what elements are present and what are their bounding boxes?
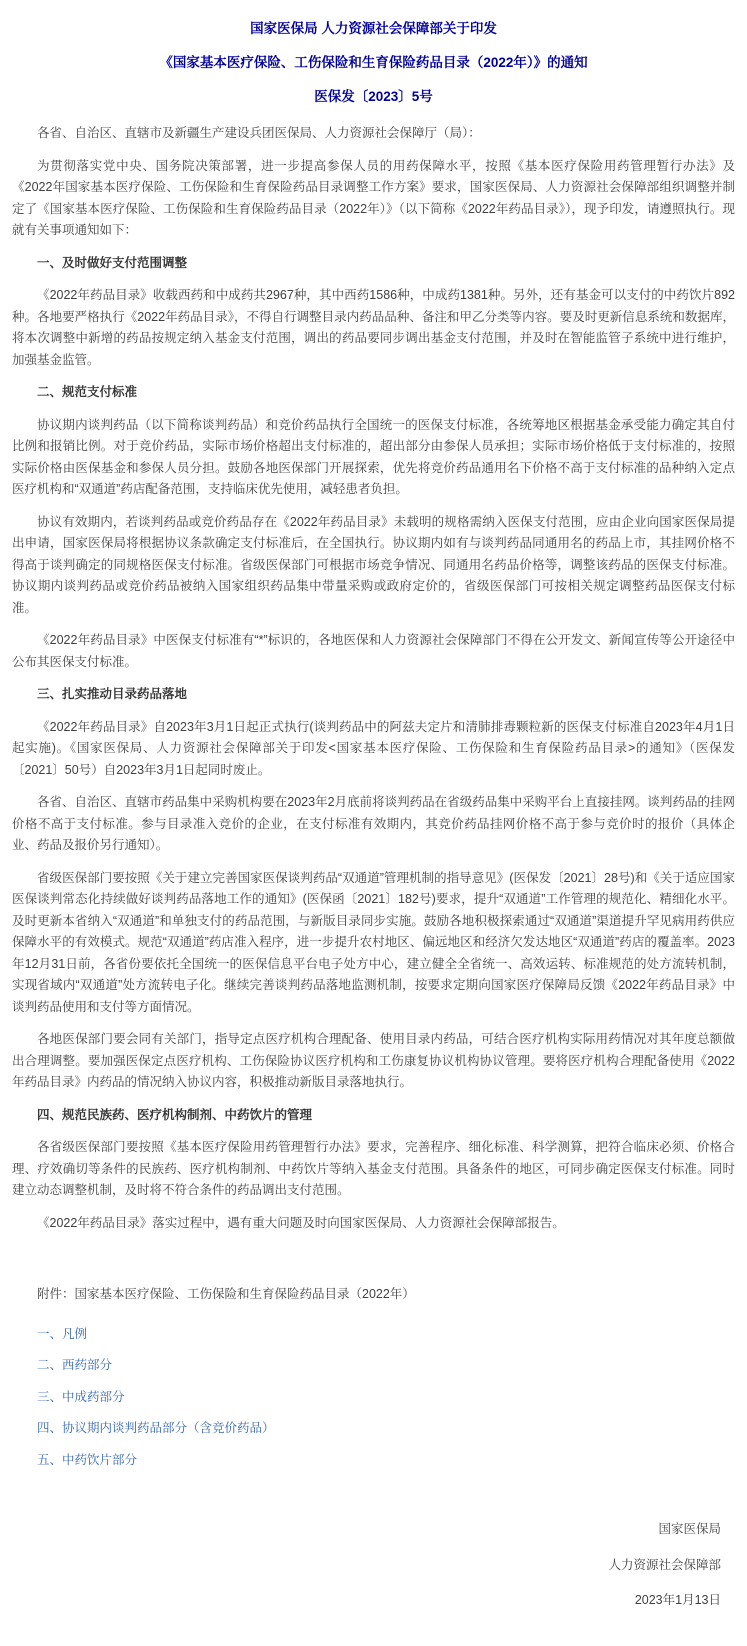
salutation: 各省、自治区、直辖市及新疆生产建设兵团医保局、人力资源社会保障厅（局）：	[37, 126, 481, 140]
paragraph-intro: 为贯彻落实党中央、国务院决策部署，进一步提高参保人员的用药保障水平，按照《基本医疗保险用药管理暂行办法》及《2022年国家基本医疗保险、工伤保险和生育保险药品目录调整工作方案》要求，国家医保局、人力资源社会保障部组织调整并制定了《国家基本医疗保险、工伤保险和生育保险药品目录（2022年）》（以下简称《2022年药品目录》），现予印发，请遵照执行。现就有关事项通知如下：	[12, 158, 735, 237]
document-title-line-2: 《国家基本医疗保险、工伤保险和生育保险药品目录（2022年）》的通知	[159, 55, 588, 70]
paragraph-section2-1: 协议期内谈判药品（以下简称谈判药品）和竞价药品执行全国统一的医保支付标准，各统筹地区根据基金承受能力确定其自付比例和报销比例。对于竞价药品，实际市场价格超出支付标准的，超出部分由参保人员承担；实际市场价格低于支付标准的，按照实际价格由医保基金和参保人员分担。鼓励各地医保部门开展探索，优先将竞价药品通用名下价格不高于支付标准的品种纳入定点医疗机构和“双通道”药店配备范围，支持临床优先使用，减轻患者负担。	[12, 417, 735, 496]
paragraph-section3-1: 《2022年药品目录》自2023年3月1日起正式执行(谈判药品中的阿兹夫定片和清肺排毒颗粒新的医保支付标准自2023年4月1日起实施)。《国家医保局、人力资源社会保障部关于印发<国家基本医疗保险、工伤保险和生育保险药品目录>的通知》（医保发〔2021〕50号）自2023年3月1日起同时废止。	[12, 719, 735, 777]
paragraph-section2-2: 协议有效期内，若谈判药品或竞价药品存在《2022年药品目录》未载明的规格需纳入医保支付范围，应由企业向国家医保局提出申请，国家医保局将根据协议条款确定支付标准后，在全国执行。协议期内如有与谈判药品同通用名的药品上市，其挂网价格不得高于谈判确定的同规格医保支付标准。省级医保部门可根据市场竞争情况、同通用名药品价格等，调整该药品的医保支付标准。协议期内谈判药品或竞价药品被纳入国家组织药品集中带量采购或政府定价的，省级医保部门可按相关规定调整药品医保支付标准。	[12, 514, 735, 615]
issuer-nhsa: 国家医保局	[658, 1522, 721, 1536]
paragraph-section3-3: 省级医保部门要按照《关于建立完善国家医保谈判药品“双通道”管理机制的指导意见》(医保发〔2021〕28号)和《关于适应国家医保谈判常态化持续做好谈判药品落地工作的通知》(医保函〔2021〕182号)要求，提升“双通道”工作管理的规范化、精细化水平。及时更新本省纳入“双通道”和单独支付的药品范围，与新版目录同步实施。鼓励各地积极探索通过“双通道”渠道提升罕见病用药供应保障水平的有效模式。规范“双通道”药店准入程序，进一步提升农村地区、偏远地区和经济欠发达地区“双通道”药店的覆盖率。2023年12月31日前，各省份要依托全国统一的医保信息平台电子处方中心，建立健全全省统一、高效运转、标准规范的处方流转机制，实现省域内“双通道”处方流转电子化。继续完善谈判药品落地监测机制，按要求定期向国家医疗保障局反馈《2022年药品目录》中谈判药品使用和支付等方面情况。	[12, 870, 735, 1014]
issuer-mohrss: 人力资源社会保障部	[608, 1557, 721, 1572]
section-heading-3: 三、扎实推动目录药品落地	[37, 687, 188, 701]
section-heading-2: 二、规范支付标准	[37, 385, 138, 399]
paragraph-section3-4: 各地医保部门要会同有关部门，指导定点医疗机构合理配备、使用目录内药品，可结合医疗机构实际用药情况对其年度总额做出合理调整。要加强医保定点医疗机构、工伤保险协议医疗机构和工伤康复协议机构协议管理。要将医疗机构合理配备使用《2022年药品目录》内药品的情况纳入协议内容，积极推动新版目录落地执行。	[12, 1032, 735, 1089]
attachment-link-zhongchengyao[interactable]: 三、中成药部分	[37, 1389, 125, 1404]
attachment-link-tanpan[interactable]: 四、协议期内谈判药品部分（含竞价药品）	[37, 1421, 275, 1435]
issue-date: 2023年1月13日	[634, 1593, 721, 1607]
paragraph-section3-2: 各省、自治区、直辖市药品集中采购机构要在2023年2月底前将谈判药品在省级药品集中采购平台上直接挂网。谈判药品的挂网价格不高于支付标准。参与目录准入竞价的企业，在支付标准有效期内，其竞价药品挂网价格不高于参与竞价时的报价（具体企业、药品及报价另行通知）。	[12, 795, 735, 852]
paragraph-section1: 《2022年药品目录》收载西药和中成药共2967种，其中西药1586种，中成药1381种。另外，还有基金可以支付的中药饮片892种。各地要严格执行《2022年药品目录》，不得自行调整目录内药品品种、备注和甲乙分类等内容。要及时更新信息系统和数据库，将本次调整中新增的药品按规定纳入基金支付范围，调出的药品要同步调出基金支付范围，并及时在智能监管子系统中进行维护，加强基金监管。	[12, 288, 735, 367]
paragraph-closing: 《2022年药品目录》落实过程中，遇有重大问题及时向国家医保局、人力资源社会保障部报告。	[37, 1215, 565, 1230]
section-heading-4: 四、规范民族药、医疗机构制剂、中药饮片的管理	[37, 1107, 313, 1122]
paragraph-section4-1: 各省级医保部门要按照《基本医疗保险用药管理暂行办法》要求，完善程序、细化标准、科学测算，把符合临床必须、价格合理、疗效确切等条件的民族药、医疗机构制剂、中药饮片等纳入基金支付范围。具备条件的地区，可同步确定医保支付标准。同时建立动态调整机制，及时将不符合条件的药品调出支付范围。	[12, 1140, 735, 1197]
paragraph-section2-3: 《2022年药品目录》中医保支付标准有“*”标识的，各地医保和人力资源社会保障部门不得在公开发文、新闻宣传等公开途径中公布其医保支付标准。	[12, 633, 735, 669]
section-heading-1: 一、及时做好支付范围调整	[37, 255, 188, 270]
attachment-label: 附件：国家基本医疗保险、工伤保险和生育保险药品目录（2022年）	[37, 1287, 415, 1301]
document-number: 医保发〔2023〕5号	[314, 89, 433, 104]
attachment-link-fanli[interactable]: 一、凡例	[37, 1326, 88, 1341]
signature-block	[12, 1519, 735, 1612]
attachment-link-xiyao[interactable]: 二、西药部分	[37, 1358, 113, 1372]
attachment-link-yinpian[interactable]: 五、中药饮片部分	[37, 1452, 138, 1467]
document-title-line-1: 国家医保局 人力资源社会保障部关于印发	[250, 21, 497, 36]
